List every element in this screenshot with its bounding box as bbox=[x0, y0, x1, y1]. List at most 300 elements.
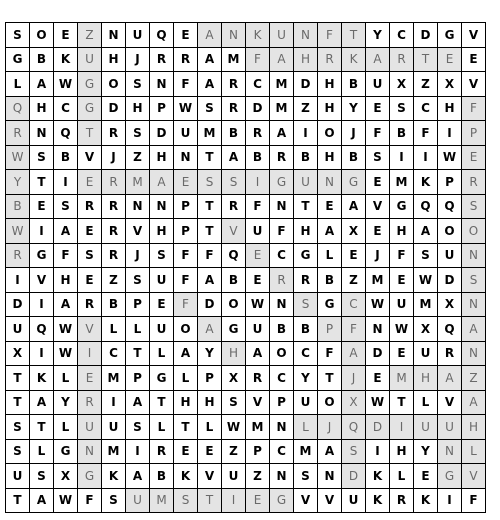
grid-cell[interactable]: F bbox=[270, 219, 294, 244]
grid-cell[interactable]: A bbox=[150, 170, 174, 195]
grid-cell[interactable]: N bbox=[270, 293, 294, 318]
grid-cell[interactable]: V bbox=[78, 146, 102, 171]
grid-cell[interactable]: J bbox=[102, 146, 126, 171]
grid-cell[interactable]: B bbox=[246, 146, 270, 171]
grid-cell[interactable]: I bbox=[54, 170, 78, 195]
grid-cell[interactable]: I bbox=[78, 342, 102, 367]
grid-cell[interactable]: S bbox=[366, 146, 390, 171]
grid-cell[interactable]: I bbox=[30, 342, 54, 367]
grid-cell[interactable]: R bbox=[270, 146, 294, 171]
grid-cell[interactable]: U bbox=[126, 489, 150, 514]
grid-cell[interactable]: I bbox=[30, 293, 54, 318]
grid-cell[interactable]: A bbox=[30, 72, 54, 97]
grid-cell[interactable]: U bbox=[342, 489, 366, 514]
grid-cell[interactable]: H bbox=[318, 146, 342, 171]
grid-cell[interactable]: B bbox=[102, 293, 126, 318]
grid-cell[interactable]: H bbox=[150, 146, 174, 171]
grid-cell[interactable]: A bbox=[414, 219, 438, 244]
grid-cell[interactable]: F bbox=[174, 72, 198, 97]
grid-cell[interactable]: A bbox=[30, 489, 54, 514]
grid-cell[interactable]: G bbox=[438, 23, 462, 48]
grid-cell[interactable]: S bbox=[294, 293, 318, 318]
grid-cell[interactable]: E bbox=[78, 268, 102, 293]
grid-cell[interactable]: U bbox=[390, 293, 414, 318]
grid-cell[interactable]: A bbox=[30, 391, 54, 416]
grid-cell[interactable]: S bbox=[414, 244, 438, 269]
grid-cell[interactable]: R bbox=[6, 244, 30, 269]
grid-cell[interactable]: R bbox=[102, 244, 126, 269]
grid-cell[interactable]: I bbox=[126, 440, 150, 465]
grid-cell[interactable]: E bbox=[390, 342, 414, 367]
grid-cell[interactable]: R bbox=[150, 48, 174, 73]
grid-cell[interactable]: E bbox=[438, 48, 462, 73]
grid-cell[interactable]: D bbox=[102, 97, 126, 122]
grid-cell[interactable]: N bbox=[150, 195, 174, 220]
grid-cell[interactable]: R bbox=[174, 48, 198, 73]
grid-cell[interactable]: P bbox=[318, 317, 342, 342]
grid-cell[interactable]: W bbox=[6, 146, 30, 171]
grid-cell[interactable]: M bbox=[126, 170, 150, 195]
grid-cell[interactable]: T bbox=[6, 391, 30, 416]
grid-cell[interactable]: M bbox=[102, 366, 126, 391]
grid-cell[interactable]: T bbox=[294, 195, 318, 220]
grid-cell[interactable]: Z bbox=[462, 366, 486, 391]
grid-cell[interactable]: S bbox=[198, 170, 222, 195]
grid-cell[interactable]: R bbox=[270, 268, 294, 293]
grid-cell[interactable]: P bbox=[126, 366, 150, 391]
grid-cell[interactable]: R bbox=[78, 391, 102, 416]
grid-cell[interactable]: B bbox=[318, 268, 342, 293]
grid-cell[interactable]: O bbox=[318, 121, 342, 146]
grid-cell[interactable]: E bbox=[366, 170, 390, 195]
grid-cell[interactable]: E bbox=[78, 219, 102, 244]
grid-cell[interactable]: Y bbox=[6, 170, 30, 195]
grid-cell[interactable]: G bbox=[54, 440, 78, 465]
grid-cell[interactable]: F bbox=[318, 342, 342, 367]
grid-cell[interactable]: X bbox=[54, 464, 78, 489]
grid-cell[interactable]: D bbox=[414, 23, 438, 48]
grid-cell[interactable]: E bbox=[462, 146, 486, 171]
grid-cell[interactable]: B bbox=[222, 268, 246, 293]
grid-cell[interactable]: B bbox=[270, 317, 294, 342]
grid-cell[interactable]: G bbox=[270, 170, 294, 195]
grid-cell[interactable]: U bbox=[6, 317, 30, 342]
grid-cell[interactable]: R bbox=[246, 366, 270, 391]
grid-cell[interactable]: B bbox=[294, 146, 318, 171]
grid-cell[interactable]: B bbox=[222, 121, 246, 146]
grid-cell[interactable]: G bbox=[390, 195, 414, 220]
grid-cell[interactable]: N bbox=[222, 23, 246, 48]
grid-cell[interactable]: P bbox=[198, 366, 222, 391]
grid-cell[interactable]: V bbox=[462, 72, 486, 97]
grid-cell[interactable]: C bbox=[342, 293, 366, 318]
grid-cell[interactable]: R bbox=[222, 72, 246, 97]
grid-cell[interactable]: C bbox=[390, 23, 414, 48]
grid-cell[interactable]: L bbox=[462, 440, 486, 465]
grid-cell[interactable]: G bbox=[270, 489, 294, 514]
grid-cell[interactable]: I bbox=[102, 391, 126, 416]
grid-cell[interactable]: G bbox=[6, 48, 30, 73]
grid-cell[interactable]: T bbox=[174, 415, 198, 440]
grid-cell[interactable]: L bbox=[150, 415, 174, 440]
grid-cell[interactable]: G bbox=[294, 244, 318, 269]
grid-cell[interactable]: U bbox=[150, 268, 174, 293]
grid-cell[interactable]: S bbox=[54, 195, 78, 220]
grid-cell[interactable]: B bbox=[342, 146, 366, 171]
grid-cell[interactable]: N bbox=[462, 342, 486, 367]
grid-cell[interactable]: B bbox=[30, 48, 54, 73]
grid-cell[interactable]: A bbox=[270, 121, 294, 146]
grid-cell[interactable]: V bbox=[294, 489, 318, 514]
grid-cell[interactable]: B bbox=[390, 121, 414, 146]
grid-cell[interactable]: U bbox=[174, 121, 198, 146]
grid-cell[interactable]: Y bbox=[54, 391, 78, 416]
grid-cell[interactable]: M bbox=[294, 440, 318, 465]
grid-cell[interactable]: I bbox=[366, 440, 390, 465]
grid-cell[interactable]: U bbox=[126, 23, 150, 48]
grid-cell[interactable]: S bbox=[78, 244, 102, 269]
grid-cell[interactable]: S bbox=[462, 268, 486, 293]
grid-cell[interactable]: U bbox=[78, 415, 102, 440]
grid-cell[interactable]: F bbox=[246, 48, 270, 73]
grid-cell[interactable]: W bbox=[54, 317, 78, 342]
grid-cell[interactable]: S bbox=[6, 23, 30, 48]
grid-cell[interactable]: R bbox=[6, 121, 30, 146]
grid-cell[interactable]: T bbox=[198, 195, 222, 220]
grid-cell[interactable]: S bbox=[462, 195, 486, 220]
grid-cell[interactable]: Y bbox=[414, 440, 438, 465]
grid-cell[interactable]: H bbox=[54, 268, 78, 293]
grid-cell[interactable]: G bbox=[438, 464, 462, 489]
grid-cell[interactable]: T bbox=[126, 342, 150, 367]
grid-cell[interactable]: A bbox=[318, 219, 342, 244]
grid-cell[interactable]: C bbox=[270, 244, 294, 269]
grid-cell[interactable]: E bbox=[30, 195, 54, 220]
grid-cell[interactable]: U bbox=[294, 391, 318, 416]
grid-cell[interactable]: Z bbox=[414, 72, 438, 97]
grid-cell[interactable]: U bbox=[6, 464, 30, 489]
grid-cell[interactable]: C bbox=[270, 366, 294, 391]
grid-cell[interactable]: L bbox=[54, 415, 78, 440]
grid-cell[interactable]: B bbox=[150, 464, 174, 489]
grid-cell[interactable]: G bbox=[150, 366, 174, 391]
grid-cell[interactable]: T bbox=[198, 219, 222, 244]
grid-cell[interactable]: R bbox=[222, 195, 246, 220]
grid-cell[interactable]: Z bbox=[246, 464, 270, 489]
grid-cell[interactable]: W bbox=[54, 72, 78, 97]
grid-cell[interactable]: Q bbox=[438, 317, 462, 342]
grid-cell[interactable]: N bbox=[78, 440, 102, 465]
grid-cell[interactable]: T bbox=[78, 121, 102, 146]
grid-cell[interactable]: C bbox=[270, 440, 294, 465]
grid-cell[interactable]: O bbox=[30, 23, 54, 48]
grid-cell[interactable]: M bbox=[270, 72, 294, 97]
grid-cell[interactable]: S bbox=[342, 440, 366, 465]
grid-cell[interactable]: E bbox=[366, 366, 390, 391]
grid-cell[interactable]: G bbox=[30, 244, 54, 269]
grid-cell[interactable]: N bbox=[462, 293, 486, 318]
grid-cell[interactable]: L bbox=[294, 415, 318, 440]
grid-cell[interactable]: N bbox=[270, 195, 294, 220]
grid-cell[interactable]: G bbox=[318, 293, 342, 318]
grid-cell[interactable]: C bbox=[54, 97, 78, 122]
grid-cell[interactable]: W bbox=[222, 415, 246, 440]
grid-cell[interactable]: V bbox=[246, 391, 270, 416]
grid-cell[interactable]: O bbox=[438, 219, 462, 244]
grid-cell[interactable]: T bbox=[150, 391, 174, 416]
grid-cell[interactable]: N bbox=[150, 72, 174, 97]
grid-cell[interactable]: L bbox=[30, 440, 54, 465]
grid-cell[interactable]: N bbox=[318, 170, 342, 195]
grid-cell[interactable]: F bbox=[174, 293, 198, 318]
grid-cell[interactable]: K bbox=[246, 23, 270, 48]
grid-cell[interactable]: S bbox=[30, 146, 54, 171]
grid-cell[interactable]: S bbox=[390, 97, 414, 122]
grid-cell[interactable]: D bbox=[246, 97, 270, 122]
grid-cell[interactable]: H bbox=[126, 97, 150, 122]
grid-cell[interactable]: U bbox=[414, 342, 438, 367]
grid-cell[interactable]: M bbox=[366, 268, 390, 293]
grid-cell[interactable]: K bbox=[414, 170, 438, 195]
grid-cell[interactable]: N bbox=[462, 244, 486, 269]
grid-cell[interactable]: M bbox=[414, 293, 438, 318]
grid-cell[interactable]: V bbox=[462, 23, 486, 48]
grid-cell[interactable]: K bbox=[102, 464, 126, 489]
grid-cell[interactable]: F bbox=[318, 23, 342, 48]
grid-cell[interactable]: F bbox=[174, 268, 198, 293]
grid-cell[interactable]: F bbox=[342, 317, 366, 342]
grid-cell[interactable]: X bbox=[438, 293, 462, 318]
grid-cell[interactable]: W bbox=[414, 268, 438, 293]
grid-cell[interactable]: R bbox=[78, 195, 102, 220]
grid-cell[interactable]: R bbox=[246, 121, 270, 146]
grid-cell[interactable]: B bbox=[294, 317, 318, 342]
grid-cell[interactable]: D bbox=[6, 293, 30, 318]
grid-cell[interactable]: W bbox=[366, 391, 390, 416]
grid-cell[interactable]: A bbox=[462, 317, 486, 342]
grid-cell[interactable]: P bbox=[246, 440, 270, 465]
grid-cell[interactable]: T bbox=[198, 146, 222, 171]
grid-cell[interactable]: J bbox=[342, 366, 366, 391]
grid-cell[interactable]: X bbox=[390, 72, 414, 97]
grid-cell[interactable]: S bbox=[30, 464, 54, 489]
grid-cell[interactable]: U bbox=[414, 415, 438, 440]
grid-cell[interactable]: E bbox=[366, 219, 390, 244]
grid-cell[interactable]: A bbox=[366, 48, 390, 73]
grid-cell[interactable]: J bbox=[366, 244, 390, 269]
grid-cell[interactable]: X bbox=[6, 342, 30, 367]
grid-cell[interactable]: F bbox=[198, 244, 222, 269]
grid-cell[interactable]: P bbox=[270, 391, 294, 416]
grid-cell[interactable]: K bbox=[342, 48, 366, 73]
grid-cell[interactable]: M bbox=[198, 121, 222, 146]
grid-cell[interactable]: K bbox=[366, 489, 390, 514]
grid-cell[interactable]: U bbox=[438, 415, 462, 440]
grid-cell[interactable]: V bbox=[462, 464, 486, 489]
grid-cell[interactable]: H bbox=[294, 219, 318, 244]
grid-cell[interactable]: L bbox=[54, 366, 78, 391]
grid-cell[interactable]: K bbox=[54, 48, 78, 73]
grid-cell[interactable]: S bbox=[294, 464, 318, 489]
grid-cell[interactable]: Z bbox=[102, 268, 126, 293]
grid-cell[interactable]: Y bbox=[294, 366, 318, 391]
grid-cell[interactable]: E bbox=[246, 489, 270, 514]
grid-cell[interactable]: H bbox=[414, 366, 438, 391]
grid-cell[interactable]: I bbox=[246, 170, 270, 195]
grid-cell[interactable]: E bbox=[246, 244, 270, 269]
grid-cell[interactable]: W bbox=[174, 97, 198, 122]
grid-cell[interactable]: E bbox=[54, 23, 78, 48]
grid-cell[interactable]: A bbox=[198, 317, 222, 342]
grid-cell[interactable]: A bbox=[198, 268, 222, 293]
grid-cell[interactable]: E bbox=[150, 293, 174, 318]
grid-cell[interactable]: V bbox=[318, 489, 342, 514]
grid-cell[interactable]: T bbox=[414, 48, 438, 73]
grid-cell[interactable]: S bbox=[126, 72, 150, 97]
grid-cell[interactable]: Q bbox=[6, 97, 30, 122]
grid-cell[interactable]: V bbox=[30, 268, 54, 293]
grid-cell[interactable]: G bbox=[342, 170, 366, 195]
grid-cell[interactable]: S bbox=[222, 170, 246, 195]
grid-cell[interactable]: D bbox=[438, 268, 462, 293]
grid-cell[interactable]: R bbox=[102, 219, 126, 244]
grid-cell[interactable]: E bbox=[318, 195, 342, 220]
grid-cell[interactable]: C bbox=[246, 72, 270, 97]
grid-cell[interactable]: L bbox=[198, 415, 222, 440]
grid-cell[interactable]: E bbox=[462, 48, 486, 73]
grid-cell[interactable]: C bbox=[294, 342, 318, 367]
grid-cell[interactable]: R bbox=[318, 48, 342, 73]
grid-cell[interactable]: D bbox=[294, 72, 318, 97]
grid-cell[interactable]: W bbox=[246, 293, 270, 318]
grid-cell[interactable]: N bbox=[270, 415, 294, 440]
grid-cell[interactable]: R bbox=[390, 489, 414, 514]
grid-cell[interactable]: A bbox=[270, 48, 294, 73]
grid-cell[interactable]: W bbox=[366, 293, 390, 318]
grid-cell[interactable]: O bbox=[222, 293, 246, 318]
grid-cell[interactable]: I bbox=[438, 121, 462, 146]
grid-cell[interactable]: L bbox=[126, 317, 150, 342]
grid-cell[interactable]: A bbox=[246, 342, 270, 367]
grid-cell[interactable]: T bbox=[30, 415, 54, 440]
grid-cell[interactable]: F bbox=[414, 121, 438, 146]
grid-cell[interactable]: E bbox=[342, 244, 366, 269]
grid-cell[interactable]: U bbox=[294, 170, 318, 195]
grid-cell[interactable]: F bbox=[366, 121, 390, 146]
grid-cell[interactable]: R bbox=[390, 48, 414, 73]
grid-cell[interactable]: E bbox=[78, 170, 102, 195]
grid-cell[interactable]: L bbox=[150, 342, 174, 367]
grid-cell[interactable]: F bbox=[78, 489, 102, 514]
grid-cell[interactable]: A bbox=[438, 366, 462, 391]
grid-cell[interactable]: Q bbox=[222, 244, 246, 269]
grid-cell[interactable]: W bbox=[6, 219, 30, 244]
grid-cell[interactable]: E bbox=[174, 170, 198, 195]
grid-cell[interactable]: U bbox=[438, 244, 462, 269]
grid-cell[interactable]: J bbox=[342, 121, 366, 146]
grid-cell[interactable]: T bbox=[342, 23, 366, 48]
grid-cell[interactable]: R bbox=[102, 170, 126, 195]
grid-cell[interactable]: B bbox=[342, 72, 366, 97]
grid-cell[interactable]: I bbox=[30, 219, 54, 244]
grid-cell[interactable]: N bbox=[126, 195, 150, 220]
grid-cell[interactable]: X bbox=[342, 391, 366, 416]
grid-cell[interactable]: S bbox=[6, 440, 30, 465]
grid-cell[interactable]: H bbox=[318, 97, 342, 122]
grid-cell[interactable]: H bbox=[438, 97, 462, 122]
grid-cell[interactable]: X bbox=[222, 366, 246, 391]
grid-cell[interactable]: I bbox=[390, 415, 414, 440]
grid-cell[interactable]: V bbox=[438, 391, 462, 416]
grid-cell[interactable]: B bbox=[54, 146, 78, 171]
grid-cell[interactable]: P bbox=[174, 219, 198, 244]
grid-cell[interactable]: P bbox=[462, 121, 486, 146]
grid-cell[interactable]: P bbox=[150, 97, 174, 122]
grid-cell[interactable]: A bbox=[342, 342, 366, 367]
grid-cell[interactable]: V bbox=[126, 219, 150, 244]
grid-cell[interactable]: Y bbox=[366, 23, 390, 48]
grid-cell[interactable]: A bbox=[318, 440, 342, 465]
grid-cell[interactable]: I bbox=[390, 146, 414, 171]
grid-cell[interactable]: N bbox=[30, 121, 54, 146]
grid-cell[interactable]: M bbox=[270, 97, 294, 122]
grid-cell[interactable]: H bbox=[318, 72, 342, 97]
grid-cell[interactable]: P bbox=[126, 293, 150, 318]
grid-cell[interactable]: V bbox=[222, 219, 246, 244]
grid-cell[interactable]: Q bbox=[30, 317, 54, 342]
grid-cell[interactable]: S bbox=[198, 97, 222, 122]
grid-cell[interactable]: O bbox=[318, 391, 342, 416]
grid-cell[interactable]: H bbox=[390, 440, 414, 465]
grid-cell[interactable]: M bbox=[390, 366, 414, 391]
grid-cell[interactable]: A bbox=[342, 195, 366, 220]
grid-cell[interactable]: P bbox=[438, 170, 462, 195]
grid-cell[interactable]: T bbox=[318, 366, 342, 391]
grid-cell[interactable]: I bbox=[414, 146, 438, 171]
grid-cell[interactable]: O bbox=[270, 342, 294, 367]
grid-cell[interactable]: D bbox=[342, 464, 366, 489]
grid-cell[interactable]: R bbox=[150, 440, 174, 465]
grid-cell[interactable]: D bbox=[366, 415, 390, 440]
grid-cell[interactable]: R bbox=[294, 268, 318, 293]
grid-cell[interactable]: R bbox=[78, 293, 102, 318]
grid-cell[interactable]: K bbox=[366, 464, 390, 489]
grid-cell[interactable]: E bbox=[246, 268, 270, 293]
grid-cell[interactable]: A bbox=[126, 464, 150, 489]
grid-cell[interactable]: U bbox=[270, 23, 294, 48]
grid-cell[interactable]: D bbox=[198, 293, 222, 318]
grid-cell[interactable]: G bbox=[78, 97, 102, 122]
grid-cell[interactable]: W bbox=[54, 489, 78, 514]
grid-cell[interactable]: Q bbox=[438, 195, 462, 220]
grid-cell[interactable]: I bbox=[438, 489, 462, 514]
grid-cell[interactable]: E bbox=[78, 366, 102, 391]
grid-cell[interactable]: O bbox=[102, 72, 126, 97]
grid-cell[interactable]: F bbox=[246, 195, 270, 220]
grid-cell[interactable]: L bbox=[174, 366, 198, 391]
grid-cell[interactable]: N bbox=[438, 440, 462, 465]
grid-cell[interactable]: S bbox=[126, 268, 150, 293]
grid-cell[interactable]: G bbox=[222, 317, 246, 342]
grid-cell[interactable]: M bbox=[102, 440, 126, 465]
grid-cell[interactable]: R bbox=[462, 170, 486, 195]
grid-cell[interactable]: A bbox=[54, 219, 78, 244]
grid-cell[interactable]: V bbox=[366, 195, 390, 220]
grid-cell[interactable]: K bbox=[174, 464, 198, 489]
grid-cell[interactable]: S bbox=[126, 121, 150, 146]
grid-cell[interactable]: S bbox=[126, 415, 150, 440]
grid-cell[interactable]: T bbox=[390, 391, 414, 416]
